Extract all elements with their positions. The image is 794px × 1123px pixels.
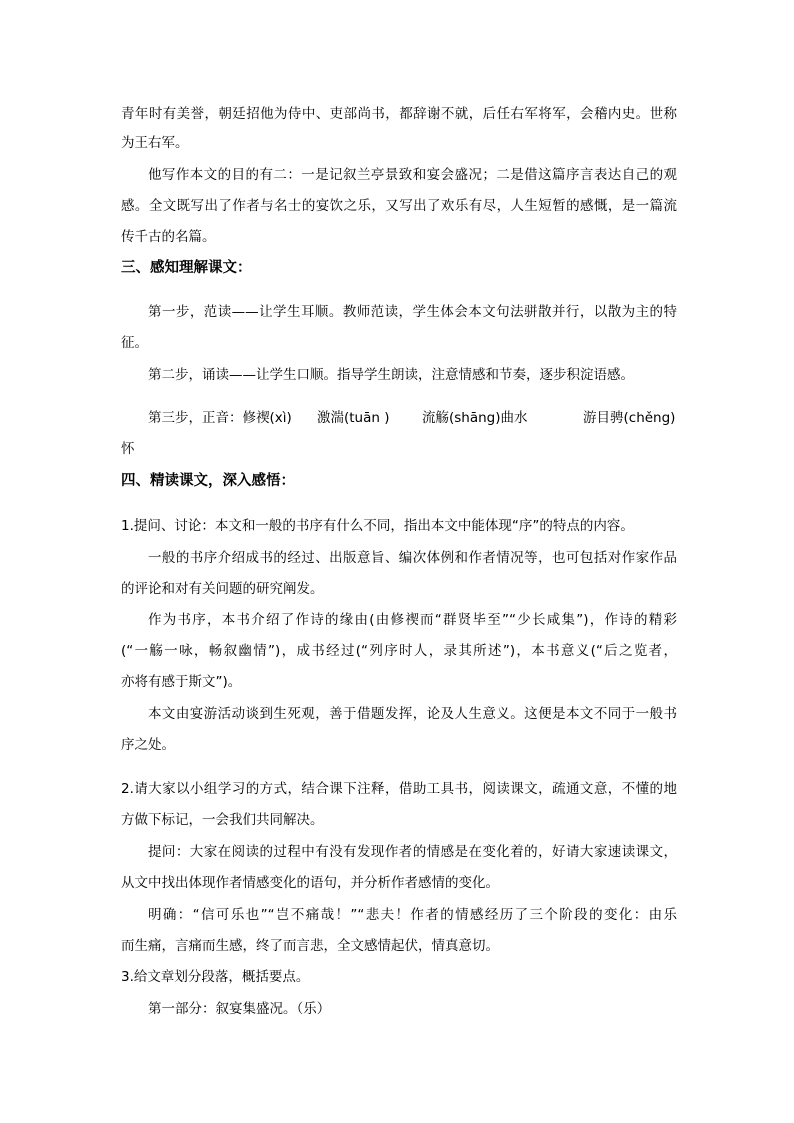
para-1-line-1: 一般的书序介绍成书的经过、出版意旨、编次体例和作者情况等，也可包括对作家作品	[148, 550, 677, 566]
step-2: 第二步，诵读——让学生口顺。指导学生朗读，注意情感和节奏，逐步积淀语感。	[148, 367, 634, 383]
purpose-line-2: 感。全文既写出了作者与名士的宴饮之乐，又写出了欢乐有尽，人生短暂的感慨，是一篇流	[121, 198, 677, 214]
ask-line-2: 从文中找出体现作者情感变化的语句，并分析作者感情的变化。	[121, 875, 499, 891]
para-2-line-1: 作为书序，本书介绍了作诗的缘由(由修禊而“群贤毕至”“少长咸集”)，作诗的精彩	[148, 612, 677, 628]
section-4-heading: 四、精读课文，深入感悟：	[121, 473, 295, 489]
step-3-line-2: 怀	[121, 441, 135, 457]
para-1-line-2: 的评论和对有关问题的研究阐发。	[121, 581, 324, 597]
step-3-part-4: 游目骋(chěng)	[583, 410, 676, 426]
para-3-line-1: 本文由宴游活动谈到生死观，善于借题发挥，论及人生意义。这便是本文不同于一般书	[148, 706, 677, 722]
clear-line-1: 明确：“信可乐也”“岂不痛哉！”“悲夫！作者的情感经历了三个阶段的变化：由乐	[148, 907, 677, 923]
purpose-line-1: 他写作本文的目的有二：一是记叙兰亭景致和宴会盛况；二是借这篇序言表达自己的观	[148, 167, 677, 183]
step-3-part-3: 流觞(shāng)曲水	[422, 410, 528, 426]
intro-line-2: 为王右军。	[121, 135, 189, 151]
section-3-heading: 三、感知理解课文：	[121, 260, 252, 276]
question-2-line-2: 方做下标记，一会我们共同解决。	[121, 812, 324, 828]
para-2-line-2: (“一觞一咏，畅叙幽情”)，成书经过(“列序时人，录其所述”)，本书意义(“后之览者，	[121, 643, 677, 659]
para-2-line-3: 亦将有感于斯文”)。	[121, 674, 242, 690]
step-3-part-2: 激湍(tuān )	[317, 410, 390, 426]
step-3-part-1: 第三步，正音：修禊(xì)	[148, 410, 292, 426]
step-1-line-1: 第一步，范读——让学生耳顺。教师范读，学生体会本文句法骈散并行，以散为主的特	[148, 304, 677, 320]
para-3-line-2: 序之处。	[121, 737, 175, 753]
question-1: 1.提问、讨论：本文和一般的书序有什么不同，指出本文中能体现“序”的特点的内容。	[121, 518, 634, 534]
clear-line-2: 而生痛，言痛而生感，终了而言悲，全文感情起伏，情真意切。	[121, 938, 499, 954]
part-1: 第一部分：叙宴集盛况。（乐）	[148, 1001, 331, 1017]
ask-line-1: 提问：大家在阅读的过程中有没有发现作者的情感是在变化着的，好请大家速读课文，	[148, 844, 677, 860]
question-3: 3.给文章划分段落，概括要点。	[121, 969, 310, 985]
purpose-line-3: 传千古的名篇。	[121, 229, 216, 245]
step-1-line-2: 征。	[121, 335, 148, 351]
intro-line-1: 青年时有美誉，朝廷招他为侍中、吏部尚书，都辞谢不就，后任右军将军，会稽内史。世称	[121, 106, 677, 122]
question-2-line-1: 2.请大家以小组学习的方式，结合课下注释，借助工具书，阅读课文，疏通文意，不懂的地	[121, 781, 677, 797]
